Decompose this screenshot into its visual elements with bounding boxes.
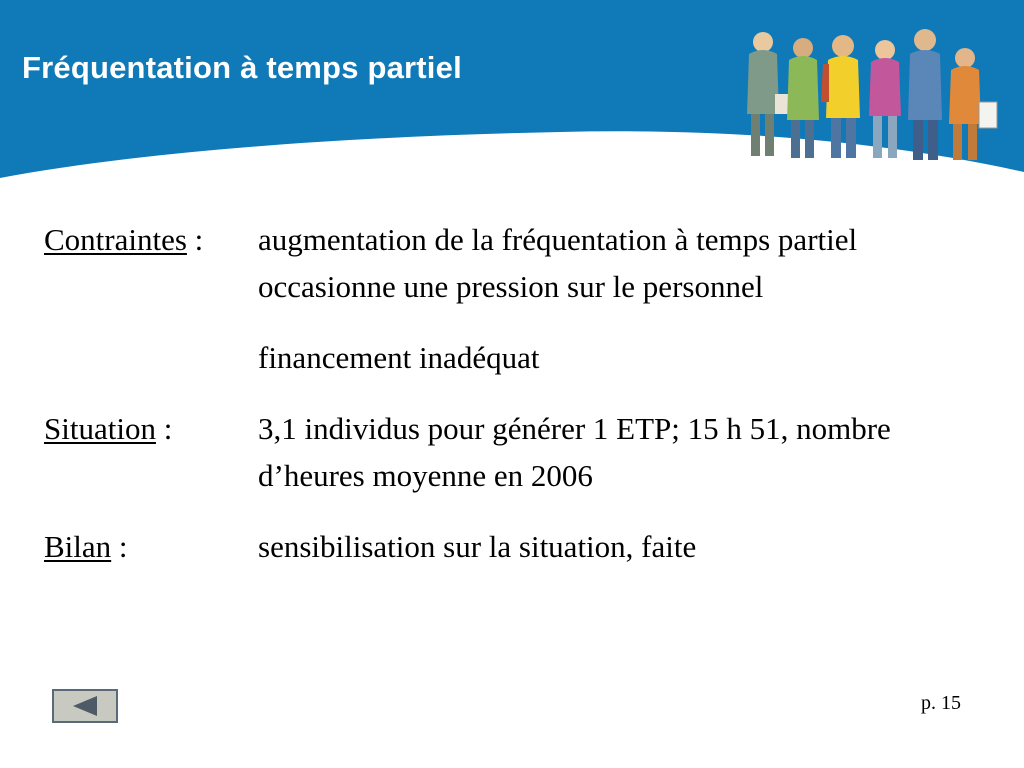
contraintes-line-2: financement inadéquat	[258, 340, 540, 375]
bilan-label: Bilan	[44, 529, 112, 564]
back-button[interactable]	[52, 689, 118, 723]
row-situation	[44, 405, 974, 499]
slide-body	[44, 216, 974, 570]
contraintes-label: Contraintes	[44, 222, 187, 257]
slide-title: Fréquentation à temps partiel	[22, 50, 462, 85]
page-number: p. 15	[921, 692, 961, 714]
situation-text: 3,1 individus pour générer 1 ETP; 15 h 51, nombre d’heures moyenne en 2006	[258, 411, 891, 493]
row-contraintes	[44, 216, 974, 381]
people-illustration	[725, 24, 1005, 169]
bilan-text: sensibilisation sur la situation, faite	[258, 529, 697, 564]
triangle-left-icon	[68, 694, 102, 718]
contraintes-separator: :	[186, 222, 204, 257]
contraintes-text	[258, 216, 974, 381]
bilan-separator: :	[111, 529, 128, 564]
situation-separator: :	[155, 411, 173, 446]
row-bilan	[44, 523, 974, 570]
situation-label: Situation	[44, 411, 156, 446]
contraintes-line-1: augmentation de la fréquentation à temps partiel occasionne une pression sur le personnel	[258, 222, 858, 304]
